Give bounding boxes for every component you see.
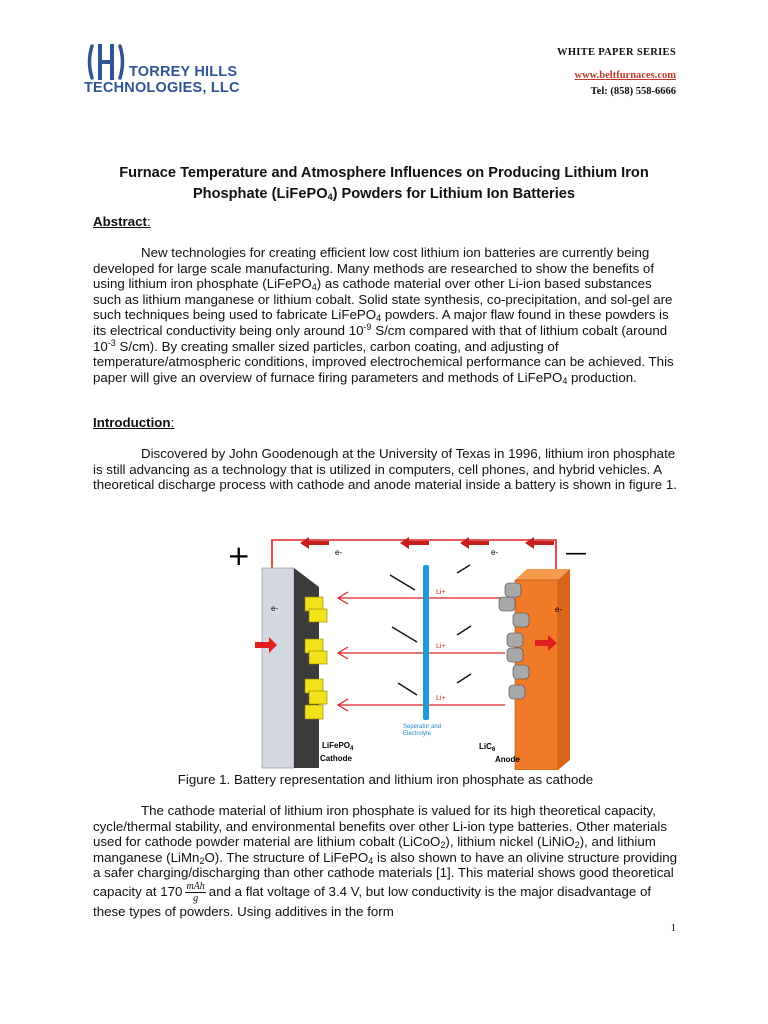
anode-formula: LiC$_6$ [479, 742, 496, 753]
body-text: ), and lithium manganese (LiMn [93, 834, 656, 865]
separator-label-line2: Electrolyte [403, 731, 432, 737]
subscript: 4 [376, 313, 382, 324]
company-name-line1: TORREY HILLS [129, 64, 238, 80]
figure-caption: Figure 1. Battery representation and lithium iron phosphate as cathode [177, 772, 594, 787]
abstract-text: S/cm compared with that of lithium cobalt (around 10 [93, 322, 668, 354]
paper-title [92, 163, 676, 205]
abstract-paragraph [93, 245, 678, 385]
introduction-text: Discovered by John Goodenough at the University of Texas in 1996, lithium iron phosphate is still advancing as a technology that is utilized in computers, cell phones, and hybrid vehicles. A theoretical discharge process with cathode and anode material inside a battery is shown in figure 1. [93, 446, 677, 493]
abstract-text: S/cm). By creating smaller sized particles, carbon coating, and adjusting of temperature/atmospheric conditions, improved electrochemical performance can be achieved. This paper will give an overview of furnace firing parameters and methods of LiFePO [93, 338, 674, 385]
subscript: 4 [311, 282, 317, 293]
abstract-heading [93, 214, 151, 229]
superscript: -9 [363, 321, 372, 332]
plus-terminal: + [227, 539, 251, 572]
superscript: -3 [107, 337, 116, 348]
electron-label-anode: e- [555, 605, 563, 614]
body-text: and a flat voltage of 3.4 V, but low conductivity is the major disadvantage of these types of powders. Using additives in the form [93, 883, 652, 919]
circuit-wire [272, 540, 556, 582]
subscript: 4 [368, 855, 374, 866]
lithium-ion-arrows [338, 592, 505, 711]
electron-label-cathode: e- [271, 604, 279, 613]
anode-label: Anode [495, 755, 520, 764]
title-line2-b: ) Powders for Lithium Ion Batteries [332, 186, 576, 202]
company-logo [84, 40, 254, 100]
introduction-heading [93, 415, 174, 430]
minus-terminal: — [565, 541, 587, 566]
cathode-label: Cathode [320, 754, 352, 763]
battery-diagram [225, 535, 595, 770]
abstract-text: production. [567, 369, 637, 385]
page-number: 1 [670, 922, 676, 934]
separator [423, 565, 429, 720]
body-text: ), lithium nickel (LiNiO [445, 834, 575, 850]
abstract-heading-text: Abstract [93, 214, 147, 229]
subscript: 2 [440, 840, 446, 851]
title-sub: 4 [327, 192, 333, 202]
body-text: The cathode material of lithium iron phosphate is valued for its high theoretical capacity, cycle/thermal stability, and environmental benefits over other Li-ion type batteries. Other materials used for cathode powder material are lithium cobalt (LiCoO [93, 803, 668, 850]
fraction-numerator: mAh [186, 880, 205, 892]
subscript: 2 [574, 840, 580, 851]
abstract-text: ) as cathode material over other Li-ion based substances such as lithium manganese or lithium cobalt. Solid state synthesis, co-precipitation, and sol-gel are such techniques being used to fabricate LiFePO [93, 276, 673, 323]
torrey-hills-logo-icon [84, 40, 128, 84]
body-text: is also shown to have an olivine structure providing a safer charging/discharging than other cathode materials [1]. This material shows good theoretical capacity at 170 [93, 849, 678, 899]
diagonal-marks [390, 565, 471, 695]
body-paragraph [93, 803, 678, 920]
website-link[interactable]: www.beltfurnaces.com [574, 70, 676, 81]
title-line2-a: Phosphate (LiFePO [192, 186, 328, 202]
cathode-current-collector [262, 568, 294, 768]
introduction-paragraph [93, 446, 678, 493]
subscript: 2 [199, 855, 205, 866]
li-ion-label-1: Li+ [436, 589, 446, 596]
company-name-line2: TECHNOLOGIES, LLC [84, 80, 240, 96]
li-ion-label-3: Li+ [436, 695, 446, 702]
body-text: O). The structure of LiFePO [204, 849, 369, 865]
introduction-heading-colon: : [170, 415, 175, 430]
anode-side [558, 569, 570, 770]
fraction-denominator: g [193, 892, 199, 904]
abstract-heading-colon: : [146, 214, 151, 229]
series-label: WHITE PAPER SERIES [557, 47, 676, 58]
abstract-text: powders. A major flaw found in these powders is its electrical conductivity being only around 10 [93, 307, 669, 338]
separator-label-line1: Seperator and [403, 724, 442, 730]
capacity-unit-fraction [185, 881, 205, 904]
introduction-heading-text: Introduction [93, 415, 171, 430]
electron-label-top-right: e- [491, 548, 499, 557]
telephone: Tel: (858) 558-6666 [590, 86, 676, 97]
electron-label-top-left: e- [335, 548, 343, 557]
li-ion-label-2: Li+ [436, 643, 446, 650]
subscript: 4 [562, 375, 568, 386]
cathode-formula: LiFePO$_4$ [322, 741, 354, 752]
title-line1: Furnace Temperature and Atmosphere Influences on Producing Lithium Iron [119, 165, 649, 181]
abstract-text: New technologies for creating efficient low cost lithium ion batteries are currently being developed for large scale manufacturing. Many methods are researched to show the benefits of using lithium iron phosphate (LiFePO [93, 245, 655, 292]
